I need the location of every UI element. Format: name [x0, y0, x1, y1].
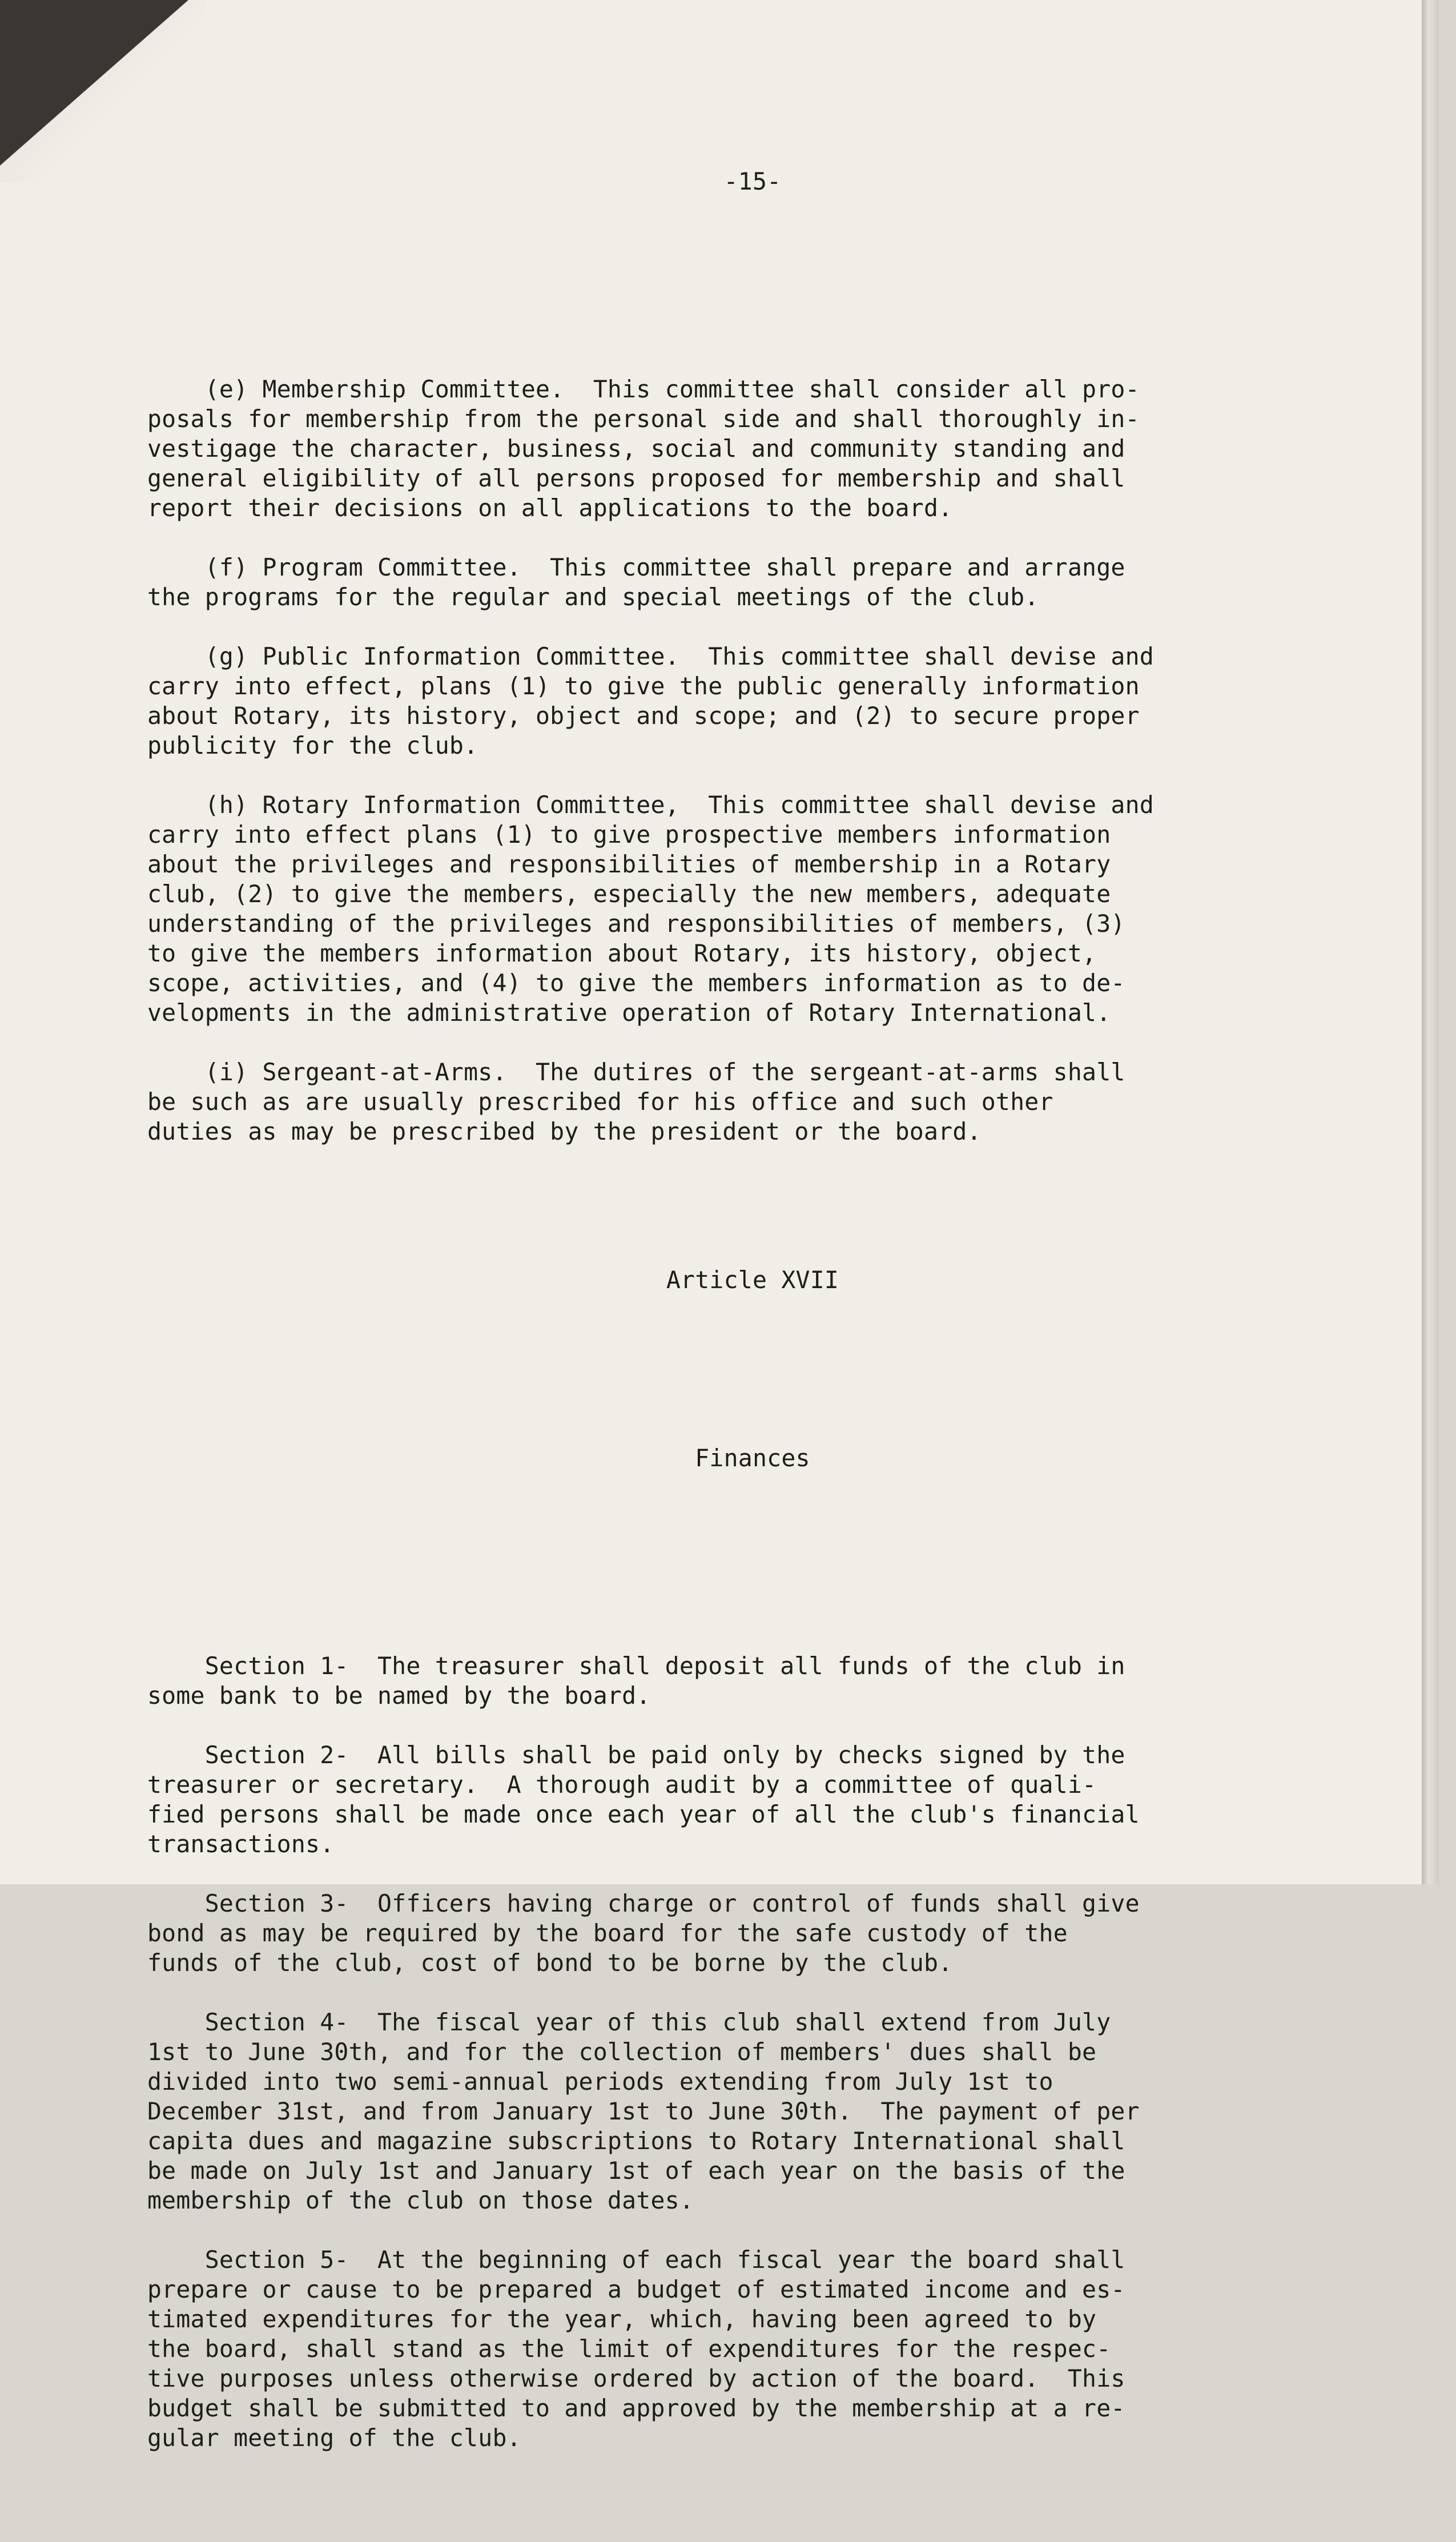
text-line: tive purposes unless otherwise ordered by action of the board. This	[147, 2364, 1125, 2392]
text-line: Section 1- The treasurer shall deposit all funds of the club in	[147, 1652, 1125, 1680]
text-line: (e) Membership Committee. This committee shall consider all pro-	[147, 375, 1140, 403]
text-line: about Rotary, its history, object and scope; and (2) to secure proper	[147, 702, 1140, 730]
paragraph	[147, 790, 1358, 1028]
paragraph	[147, 642, 1358, 761]
paragraph	[147, 375, 1358, 523]
committee-sections	[147, 375, 1358, 1176]
paragraph	[147, 553, 1358, 612]
text-line: understanding of the privileges and responsibilities of members, (3)	[147, 910, 1125, 938]
text-line: posals for membership from the personal side and shall thoroughly in-	[147, 405, 1140, 433]
text-line: velopments in the administrative operation of Rotary International.	[147, 999, 1111, 1027]
text-line: (f) Program Committee. This committee shall prepare and arrange	[147, 553, 1125, 581]
text-line: vestigage the character, business, social and community standing and	[147, 435, 1125, 462]
text-line: carry into effect plans (1) to give prospective members information	[147, 820, 1111, 848]
text-line: timated expenditures for the year, which, having been agreed to by	[147, 2305, 1097, 2333]
text-line: prepare or cause to be prepared a budget of estimated income and es-	[147, 2275, 1125, 2303]
text-line: Section 5- At the beginning of each fiscal year the board shall	[147, 2246, 1125, 2274]
text-line: the programs for the regular and special meetings of the club.	[147, 583, 1039, 611]
article-heading: Article XVII	[666, 1266, 839, 1294]
text-line: carry into effect, plans (1) to give the public generally information	[147, 672, 1140, 700]
text-line: budget shall be submitted to and approved by the membership at a re-	[147, 2394, 1125, 2422]
page-number: -15-	[723, 167, 782, 195]
text-line: (h) Rotary Information Committee, This committee shall devise and	[147, 791, 1154, 819]
text-line: general eligibility of all persons proposed for membership and shall	[147, 464, 1125, 492]
article-subheading: Finances	[695, 1444, 810, 1472]
text-line: bond as may be required by the board for the safe custody of the	[147, 1919, 1068, 1947]
text-line: (i) Sergeant-at-Arms. The dutires of the sergeant-at-arms shall	[147, 1058, 1125, 1086]
text-line: capita dues and magazine subscriptions to Rotary International shall	[147, 2127, 1125, 2155]
paragraph	[147, 1889, 1358, 1978]
text-line: membership of the club on those dates.	[147, 2186, 694, 2214]
paragraph	[147, 1057, 1358, 1147]
text-line: Section 2- All bills shall be paid only by checks signed by the	[147, 1741, 1125, 1769]
paragraph	[147, 1740, 1358, 1859]
text-line: transactions.	[147, 1830, 335, 1858]
text-line: funds of the club, cost of bond to be borne by the club.	[147, 1949, 953, 1977]
text-line: (g) Public Information Committee. This committee shall devise and	[147, 642, 1154, 670]
text-line: duties as may be prescribed by the president or the board.	[147, 1117, 982, 1145]
text-line: be made on July 1st and January 1st of each year on the basis of the	[147, 2157, 1125, 2185]
text-line: fied persons shall be made once each year of all the club's financial	[147, 1800, 1140, 1828]
text-line: Section 3- Officers having charge or control of funds shall give	[147, 1889, 1140, 1917]
text-line: to give the members information about Rotary, its history, object,	[147, 939, 1097, 967]
paragraph	[147, 2245, 1358, 2453]
text-line: about the privileges and responsibilities of membership in a Rotary	[147, 850, 1111, 878]
text-line: divided into two semi-annual periods extending from July 1st to	[147, 2068, 1053, 2095]
text-line: publicity for the club.	[147, 731, 478, 759]
text-line: treasurer or secretary. A thorough audit by a committee of quali-	[147, 1771, 1097, 1799]
document-text	[147, 107, 1358, 2542]
text-line: be such as are usually prescribed for his office and such other	[147, 1088, 1053, 1116]
page-edge	[1422, 0, 1439, 1884]
finance-sections	[147, 1651, 1358, 2483]
text-line: scope, activities, and (4) to give the members information as to de-	[147, 969, 1125, 997]
text-line: December 31st, and from January 1st to June 30th. The payment of per	[147, 2097, 1140, 2125]
text-line: report their decisions on all applications to the board.	[147, 494, 953, 522]
text-line: gular meeting of the club.	[147, 2424, 521, 2452]
text-line: some bank to be named by the board.	[147, 1682, 651, 1710]
paragraph	[147, 1651, 1358, 1711]
text-line: the board, shall stand as the limit of expenditures for the respec-	[147, 2335, 1111, 2363]
text-line: 1st to June 30th, and for the collection of members' dues shall be	[147, 2038, 1097, 2066]
text-line: Section 4- The fiscal year of this club shall extend from July	[147, 2008, 1111, 2036]
text-line: club, (2) to give the members, especially the new members, adequate	[147, 880, 1111, 908]
paragraph	[147, 2008, 1358, 2215]
